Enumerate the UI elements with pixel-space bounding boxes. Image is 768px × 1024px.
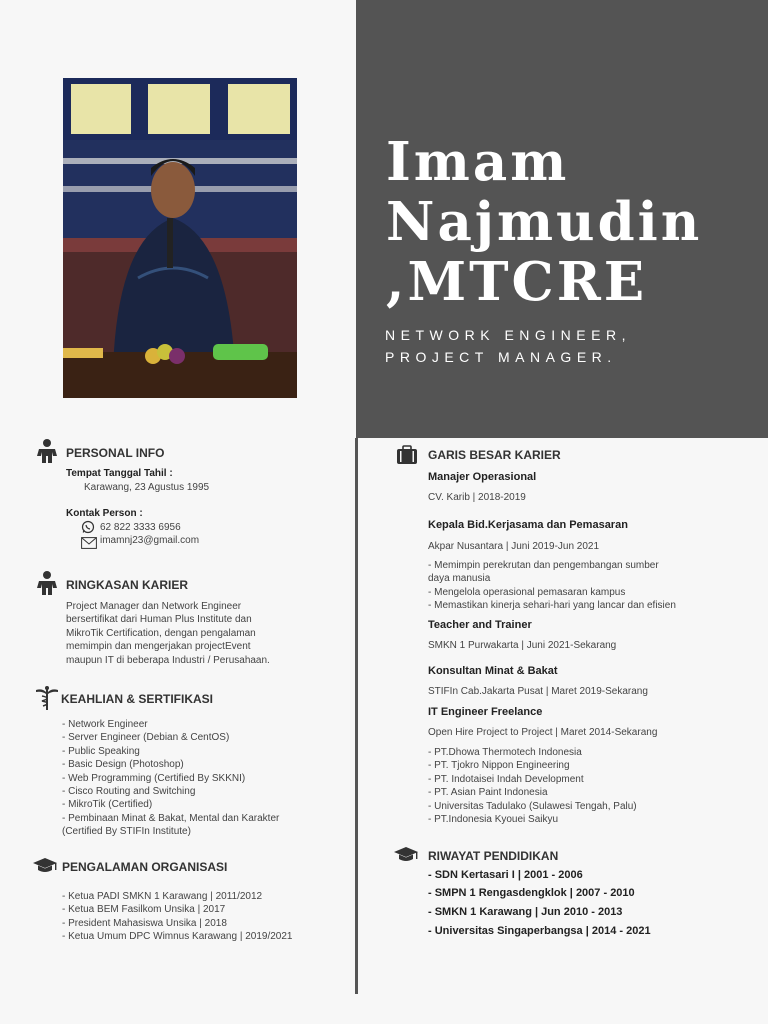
job-detail: CV. Karib | 2018-2019 xyxy=(428,492,526,503)
summary-line: bersertifikat dari Human Plus Institute dan xyxy=(66,614,252,626)
role-line-2: PROJECT MANAGER. xyxy=(385,349,617,365)
job-bullet: - Memimpin perekrutan dan pengembangan sumber xyxy=(428,560,659,571)
contact-label: Kontak Person : xyxy=(66,508,143,519)
name-line-2: Najmudin xyxy=(386,191,703,253)
job-role xyxy=(385,324,631,368)
job-title: Manajer Operasional xyxy=(428,471,537,483)
skill-item: - Basic Design (Photoshop) xyxy=(62,759,184,771)
skills-title: KEAHLIAN & SERTIFIKASI xyxy=(61,692,214,706)
job-detail: Akpar Nusantara | Juni 2019-Jun 2021 xyxy=(428,541,600,552)
organization-item: - Ketua BEM Fasilkom Unsika | 2017 xyxy=(62,904,226,916)
role-line-1: NETWORK ENGINEER, xyxy=(385,327,631,343)
job-title: Kepala Bid.Kerjasama dan Pemasaran xyxy=(428,519,628,531)
job-bullet: - PT. Asian Paint Indonesia xyxy=(428,787,548,799)
job-bullet: - PT.Dhowa Thermotech Indonesia xyxy=(428,747,582,758)
name-line-3: ,MTCRE xyxy=(386,251,648,313)
job-title: IT Engineer Freelance xyxy=(428,706,543,718)
personal-info-title: PERSONAL INFO xyxy=(66,446,165,460)
person-icon xyxy=(34,570,60,596)
briefcase-icon xyxy=(396,445,418,465)
birth-label: Tempat Tanggal Tahil : xyxy=(66,468,173,479)
skill-item: - Web Programming (Certified By SKKNI) xyxy=(62,772,246,784)
job-bullet: - Memastikan kinerja sehari-hari yang lancar dan efisien xyxy=(428,600,676,612)
skill-item: - Server Engineer (Debian & CentOS) xyxy=(62,732,230,744)
skill-item: - Network Engineer xyxy=(62,719,148,730)
career-summary-title: RINGKASAN KARIER xyxy=(66,578,189,592)
mail-icon xyxy=(81,537,97,549)
job-bullet: - Universitas Tadulako (Sulawesi Tengah, Palu) xyxy=(428,800,637,812)
whatsapp-icon xyxy=(81,520,95,534)
job-title: Konsultan Minat & Bakat xyxy=(428,665,558,677)
phone-number[interactable]: 62 822 3333 6956 xyxy=(100,522,181,533)
job-detail: SMKN 1 Purwakarta | Juni 2021-Sekarang xyxy=(428,640,617,651)
profile-photo xyxy=(63,78,297,398)
skill-item: (Certified By STIFIn Institute) xyxy=(62,826,191,838)
job-detail: Open Hire Project to Project | Maret 2014-Sekarang xyxy=(428,727,658,738)
education-item: - SMPN 1 Rengasdengklok | 2007 - 2010 xyxy=(428,887,635,899)
skill-item: - Cisco Routing and Switching xyxy=(62,786,196,797)
summary-line: MikroTik Certification, dengan pengalaman xyxy=(66,627,256,639)
skill-item: - Pembinaan Minat & Bakat, Mental dan Karakter xyxy=(62,812,280,824)
organization-item: - President Mahasiswa Unsika | 2018 xyxy=(62,917,227,929)
career-outline-title: GARIS BESAR KARIER xyxy=(428,448,561,462)
skill-item: - Public Speaking xyxy=(62,745,140,757)
job-title: Teacher and Trainer xyxy=(428,619,532,631)
job-bullet: daya manusia xyxy=(428,573,491,585)
education-item: - Universitas Singaperbangsa | 2014 - 2021 xyxy=(428,925,651,937)
graduation-cap-icon xyxy=(393,846,419,864)
full-name xyxy=(386,132,761,312)
email-address[interactable]: imamnj23@gmail.com xyxy=(100,535,200,546)
birth-value: Karawang, 23 Agustus 1995 xyxy=(84,482,210,493)
organization-item: - Ketua Umum DPC Wimnus Karawang | 2019/2021 xyxy=(62,931,293,943)
caduceus-icon xyxy=(36,686,58,710)
summary-line: Project Manager dan Network Engineer xyxy=(66,601,242,612)
job-detail: STIFIn Cab.Jakarta Pusat | Maret 2019-Sekarang xyxy=(428,686,648,697)
person-icon xyxy=(34,438,60,464)
organization-item: - Ketua PADI SMKN 1 Karawang | 2011/2012 xyxy=(62,891,263,902)
column-divider xyxy=(355,438,358,994)
education-item: - SDN Kertasari I | 2001 - 2006 xyxy=(428,869,583,881)
summary-line: memimpin dan mengerjakan projectEvent xyxy=(66,641,251,653)
job-bullet: - Mengelola operasional pemasaran kampus xyxy=(428,586,626,598)
skill-item: - MikroTik (Certified) xyxy=(62,799,153,811)
education-title: RIWAYAT PENDIDIKAN xyxy=(428,849,559,863)
job-bullet: - PT. Tjokro Nippon Engineering xyxy=(428,760,570,772)
summary-line: maupun IT di beberapa Industri / Perusahaan. xyxy=(66,654,270,666)
name-line-1: Imam xyxy=(386,131,570,193)
profile-photo-illustration xyxy=(63,78,297,398)
organization-title: PENGALAMAN ORGANISASI xyxy=(62,860,228,874)
job-bullet: - PT.Indonesia Kyouei Saikyu xyxy=(428,814,559,825)
education-item: - SMKN 1 Karawang | Jun 2010 - 2013 xyxy=(428,906,623,918)
graduation-cap-icon xyxy=(32,857,58,875)
job-bullet: - PT. Indotaisei Indah Development xyxy=(428,773,584,785)
